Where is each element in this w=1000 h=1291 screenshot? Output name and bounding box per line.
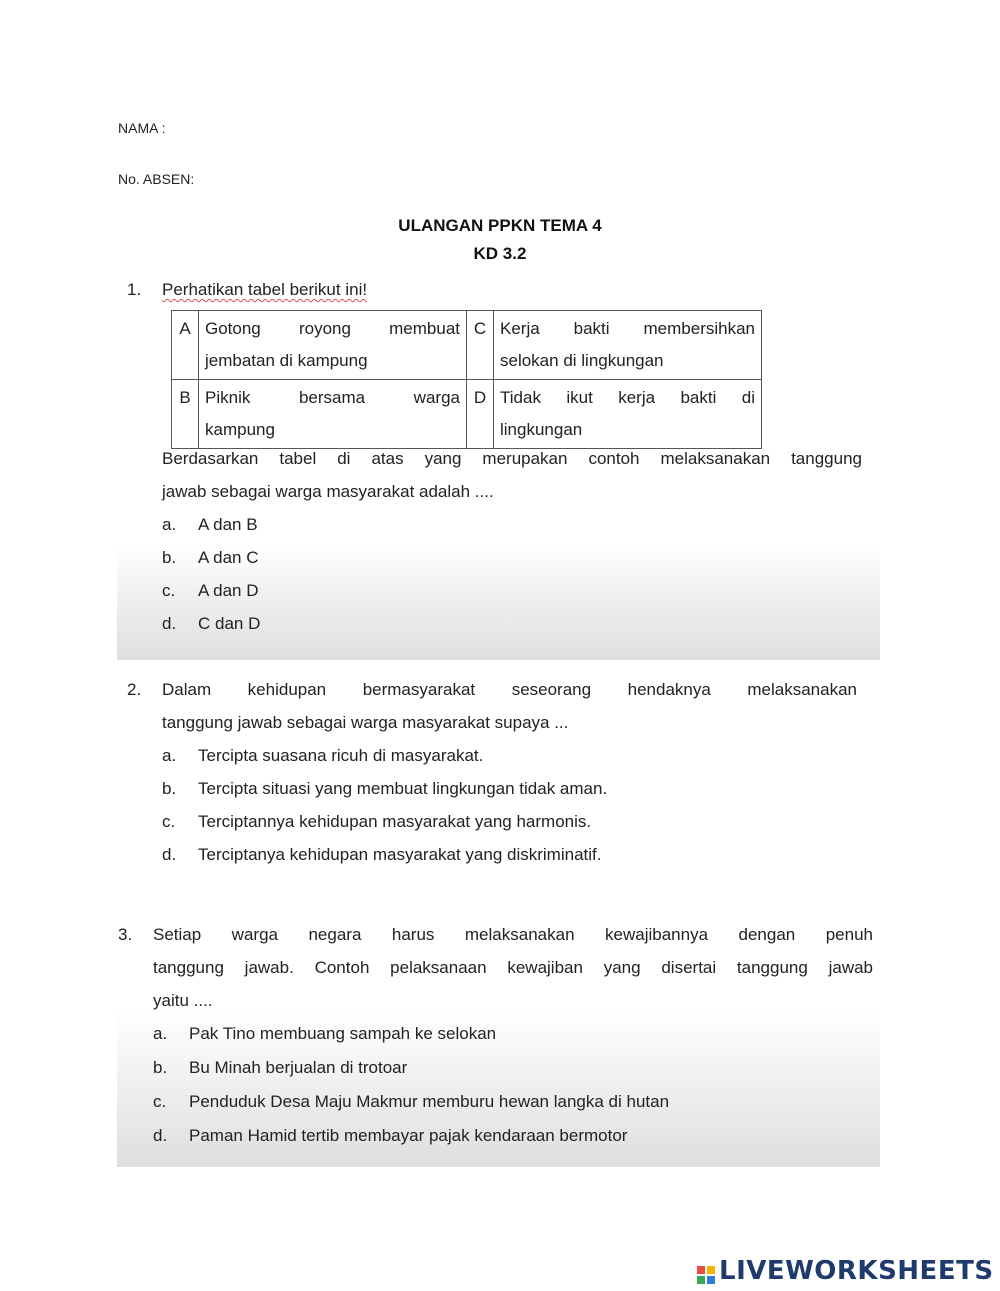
question-3-number: 3. bbox=[118, 925, 133, 944]
question-2-number: 2. bbox=[127, 680, 142, 699]
table-cell: Piknik bersama warga kampung bbox=[199, 380, 467, 449]
liveworksheets-logo-icon bbox=[697, 1266, 715, 1284]
question-3-option-a[interactable]: a. Pak Tino membuang sampah ke selokan bbox=[153, 1024, 497, 1043]
question-3-option-c[interactable]: c. Penduduk Desa Maju Makmur memburu hewan langka di hutan bbox=[153, 1092, 670, 1111]
question-3-stem-line-2: tanggung jawab. Contoh pelaksanaan kewajiban yang disertai tanggung jawab bbox=[153, 958, 873, 977]
table-key: A bbox=[172, 311, 199, 380]
question-2-option-a[interactable]: a. Tercipta suasana ricuh di masyarakat. bbox=[162, 746, 484, 765]
table-cell: Gotong royong membuat jembatan di kampung bbox=[199, 311, 467, 380]
question-2-option-c[interactable]: c. Terciptannya kehidupan masyarakat yang harmonis. bbox=[162, 812, 592, 831]
question-1-option-d[interactable]: d. C dan D bbox=[162, 614, 261, 633]
question-2-stem-line-2: tanggung jawab sebagai warga masyarakat supaya ... bbox=[162, 713, 569, 732]
question-1-option-c[interactable]: c. A dan D bbox=[162, 581, 259, 600]
page-subtitle: KD 3.2 bbox=[473, 244, 527, 263]
question-1-intro: Perhatikan tabel berikut ini! bbox=[162, 280, 368, 299]
question-1-number: 1. bbox=[127, 280, 142, 299]
absen-field-label: No. ABSEN: bbox=[118, 171, 195, 187]
question-3-stem-line-1: Setiap warga negara harus melaksanakan kewajibannya dengan penuh bbox=[153, 925, 873, 944]
table-key: C bbox=[467, 311, 494, 380]
question-1-stem-line-2: jawab sebagai warga masyarakat adalah .... bbox=[162, 482, 494, 501]
question-3-stem-line-3: yaitu .... bbox=[153, 991, 213, 1010]
table-cell: Kerja bakti membersihkan selokan di lingkungan bbox=[494, 311, 762, 380]
question-3-option-b[interactable]: b. Bu Minah berjualan di trotoar bbox=[153, 1058, 408, 1077]
page-title: ULANGAN PPKN TEMA 4 bbox=[398, 216, 602, 235]
table-row bbox=[172, 311, 762, 380]
table-key: B bbox=[172, 380, 199, 449]
question-1-stem-line-1: Berdasarkan tabel di atas yang merupakan contoh melaksanakan tanggung bbox=[162, 449, 862, 468]
question-2-stem-line-1: Dalam kehidupan bermasyarakat seseorang hendaknya melaksanakan bbox=[162, 680, 857, 699]
question-2-option-d[interactable]: d. Terciptanya kehidupan masyarakat yang diskriminatif. bbox=[162, 845, 602, 864]
question-3-option-d[interactable]: d. Paman Hamid tertib membayar pajak kendaraan bermotor bbox=[153, 1126, 628, 1145]
question-1-option-a[interactable]: a. A dan B bbox=[162, 515, 258, 534]
question-2-option-b[interactable]: b. Tercipta situasi yang membuat lingkungan tidak aman. bbox=[162, 779, 608, 798]
table-key: D bbox=[467, 380, 494, 449]
liveworksheets-logo[interactable] bbox=[697, 1256, 994, 1286]
table-row bbox=[172, 380, 762, 449]
table-cell: Tidak ikut kerja bakti di lingkungan bbox=[494, 380, 762, 449]
question-1-option-b[interactable]: b. A dan C bbox=[162, 548, 259, 567]
name-field-label: NAMA : bbox=[118, 120, 166, 136]
question-1-table bbox=[171, 310, 762, 449]
logo-text: LIVEWORKSHEETS bbox=[719, 1256, 994, 1286]
